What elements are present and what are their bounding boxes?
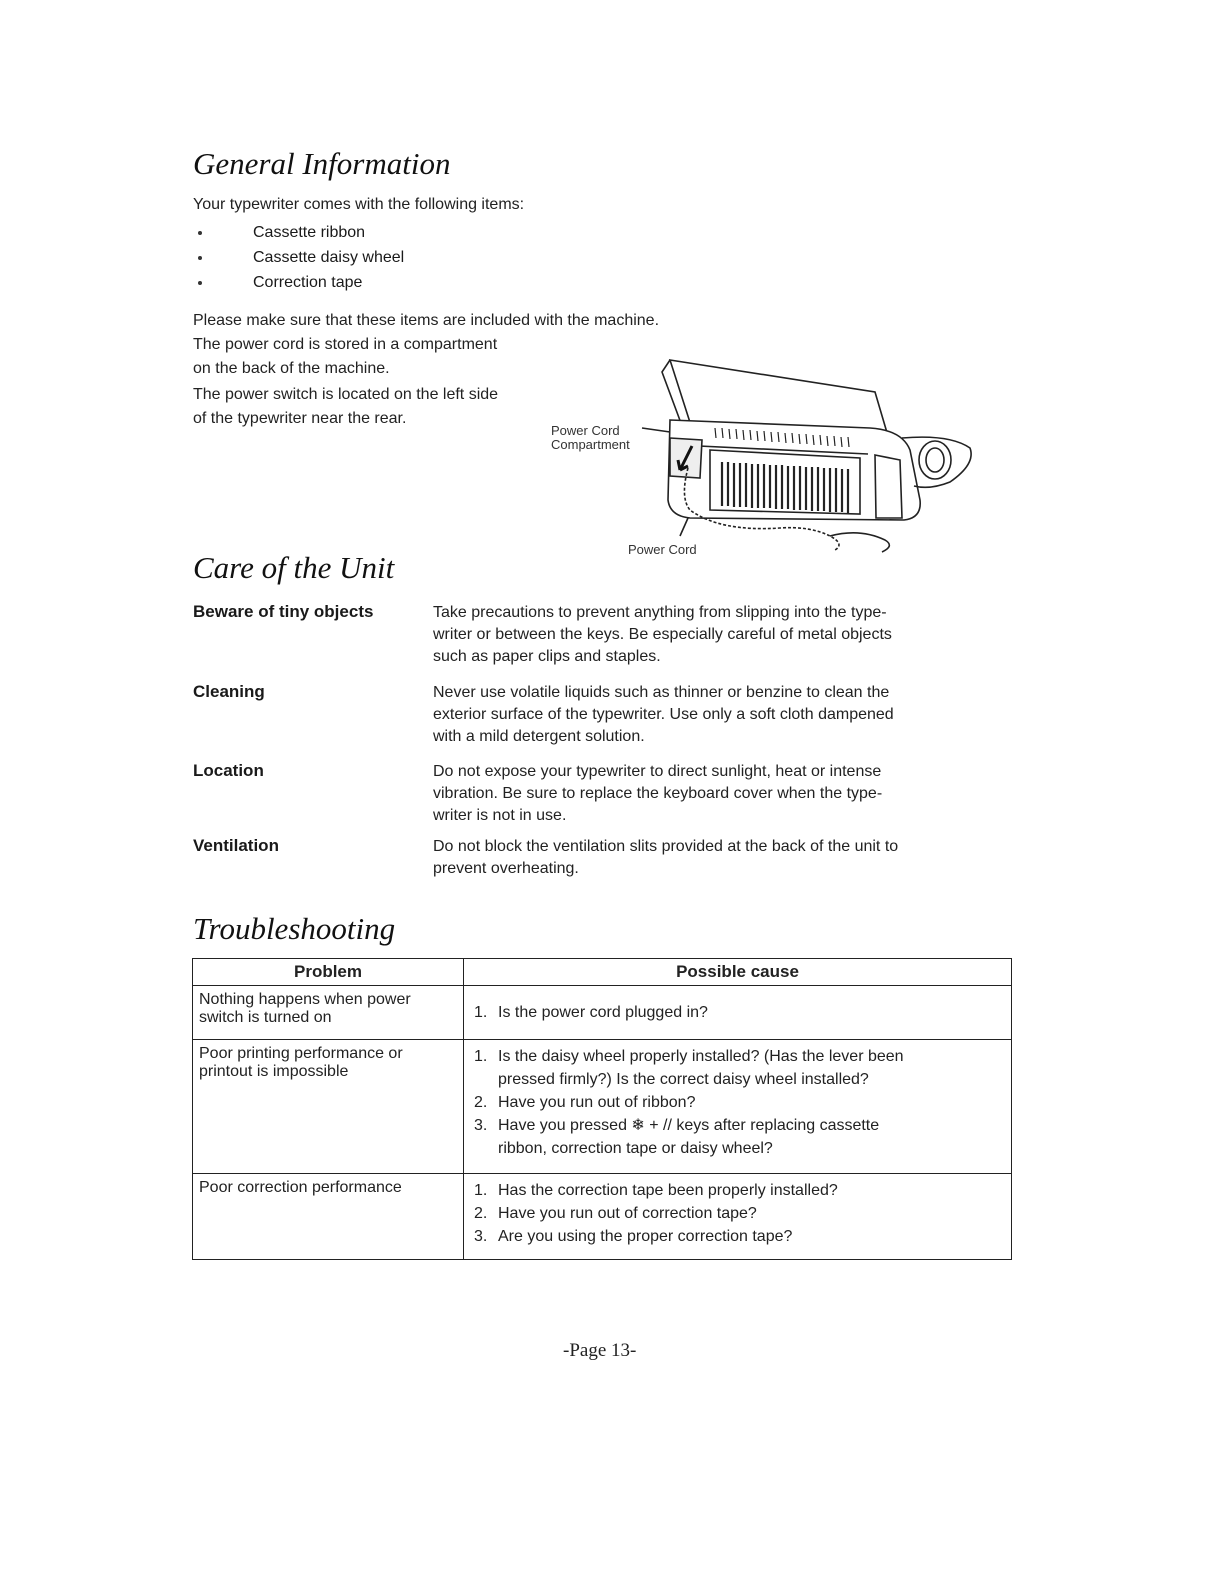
item-number: 1. <box>474 1048 488 1065</box>
general-intro: Your typewriter comes with the following items: <box>193 196 525 213</box>
text-line: Poor correction performance <box>199 1179 402 1196</box>
text-line: vibration. Be sure to replace the keyboard cover when the type- <box>433 785 883 802</box>
care-description <box>433 836 1013 880</box>
item-number: 2. <box>474 1205 488 1222</box>
item-number: 3. <box>474 1117 488 1134</box>
text-line: switch is turned on <box>199 1009 332 1026</box>
list-item <box>470 1202 1005 1225</box>
list-item <box>470 1045 1005 1091</box>
text-line: Have you run out of correction tape? <box>498 1205 757 1222</box>
list-item: Correction tape <box>193 270 404 295</box>
care-description <box>433 602 1013 668</box>
list-item <box>470 1225 1005 1248</box>
text-line: such as paper clips and staples. <box>433 648 661 665</box>
text-line: writer or between the keys. Be especially careful of metal objects <box>433 626 892 643</box>
text-line: Has the correction tape been properly installed? <box>498 1182 838 1199</box>
text-line: on the back of the machine. <box>193 360 390 377</box>
text-line: of the typewriter near the rear. <box>193 410 407 427</box>
list-item <box>470 1091 1005 1114</box>
problem-cell <box>193 1174 464 1260</box>
power-cord-caption: Power Cord <box>628 542 697 557</box>
typewriter-rear-drawing <box>530 350 1000 570</box>
list-item: Cassette daisy wheel <box>193 245 404 270</box>
item-number: 1. <box>474 1182 488 1199</box>
cause-list <box>470 1179 1005 1248</box>
list-item <box>470 1179 1005 1202</box>
caption-line: Compartment <box>551 437 630 452</box>
text-line: Have you pressed ❄ + // keys after replacing cassette <box>498 1117 880 1134</box>
text-line: Are you using the proper correction tape? <box>498 1228 793 1245</box>
text-line: Do not expose your typewriter to direct sunlight, heat or intense <box>433 763 882 780</box>
list-item <box>470 1114 1005 1160</box>
table-row <box>193 1040 1012 1174</box>
care-label: Cleaning <box>193 682 265 701</box>
cause-list <box>470 1045 1005 1160</box>
cause-cell <box>464 1174 1012 1260</box>
column-header-cause: Possible cause <box>464 959 1012 986</box>
text-line: ribbon, correction tape or daisy wheel? <box>498 1140 773 1157</box>
items-note: Please make sure that these items are included with the machine. <box>193 312 660 329</box>
text-line: Never use volatile liquids such as thinner or benzine to clean the <box>433 684 890 701</box>
power-cord-note <box>193 333 497 381</box>
text-line: The power switch is located on the left side <box>193 386 499 403</box>
care-of-unit-heading: Care of the Unit <box>193 550 395 585</box>
list-item: Cassette ribbon <box>193 220 404 245</box>
problem-cell <box>193 1040 464 1174</box>
included-items-list <box>193 220 404 295</box>
power-switch-note <box>193 383 498 431</box>
typewriter-rear-illustration <box>530 350 1000 570</box>
power-cord-compartment-caption <box>551 424 630 452</box>
text-line: writer is not in use. <box>433 807 567 824</box>
caption-line: Power Cord <box>551 423 620 438</box>
cause-cell <box>464 1040 1012 1174</box>
table-row <box>193 986 1012 1040</box>
care-description <box>433 761 1013 827</box>
cause-list <box>470 1001 1005 1024</box>
text-line: Take precautions to prevent anything from slipping into the type- <box>433 604 887 621</box>
text-line: Is the daisy wheel properly installed? (Has the lever been <box>498 1048 904 1065</box>
item-number: 3. <box>474 1228 488 1245</box>
text-line: pressed firmly?) Is the correct daisy wheel installed? <box>498 1071 869 1088</box>
item-number: 2. <box>474 1094 488 1111</box>
text-line: prevent overheating. <box>433 860 579 877</box>
text-line: exterior surface of the typewriter. Use only a soft cloth dampened <box>433 706 894 723</box>
text-line: Nothing happens when power <box>199 991 411 1008</box>
table-row <box>193 1174 1012 1260</box>
column-header-problem: Problem <box>193 959 464 986</box>
text-line: Is the power cord plugged in? <box>498 1004 708 1021</box>
text-line: Do not block the ventilation slits provided at the back of the unit to <box>433 838 899 855</box>
cause-cell <box>464 986 1012 1040</box>
care-label: Beware of tiny objects <box>193 602 374 621</box>
care-label: Location <box>193 761 264 780</box>
troubleshooting-heading: Troubleshooting <box>193 911 396 946</box>
item-number: 1. <box>474 1004 488 1021</box>
text-line: The power cord is stored in a compartment <box>193 336 498 353</box>
text-line: Poor printing performance or <box>199 1045 403 1062</box>
care-label: Ventilation <box>193 836 279 855</box>
page-number: -Page 13- <box>563 1340 637 1361</box>
text-line: Have you run out of ribbon? <box>498 1094 696 1111</box>
troubleshooting-table <box>192 958 1012 1260</box>
problem-cell <box>193 986 464 1040</box>
table-header-row <box>193 959 1012 986</box>
text-line: with a mild detergent solution. <box>433 728 645 745</box>
care-description <box>433 682 1013 748</box>
general-information-heading: General Information <box>193 146 451 181</box>
text-line: printout is impossible <box>199 1063 349 1080</box>
list-item <box>470 1001 1005 1024</box>
